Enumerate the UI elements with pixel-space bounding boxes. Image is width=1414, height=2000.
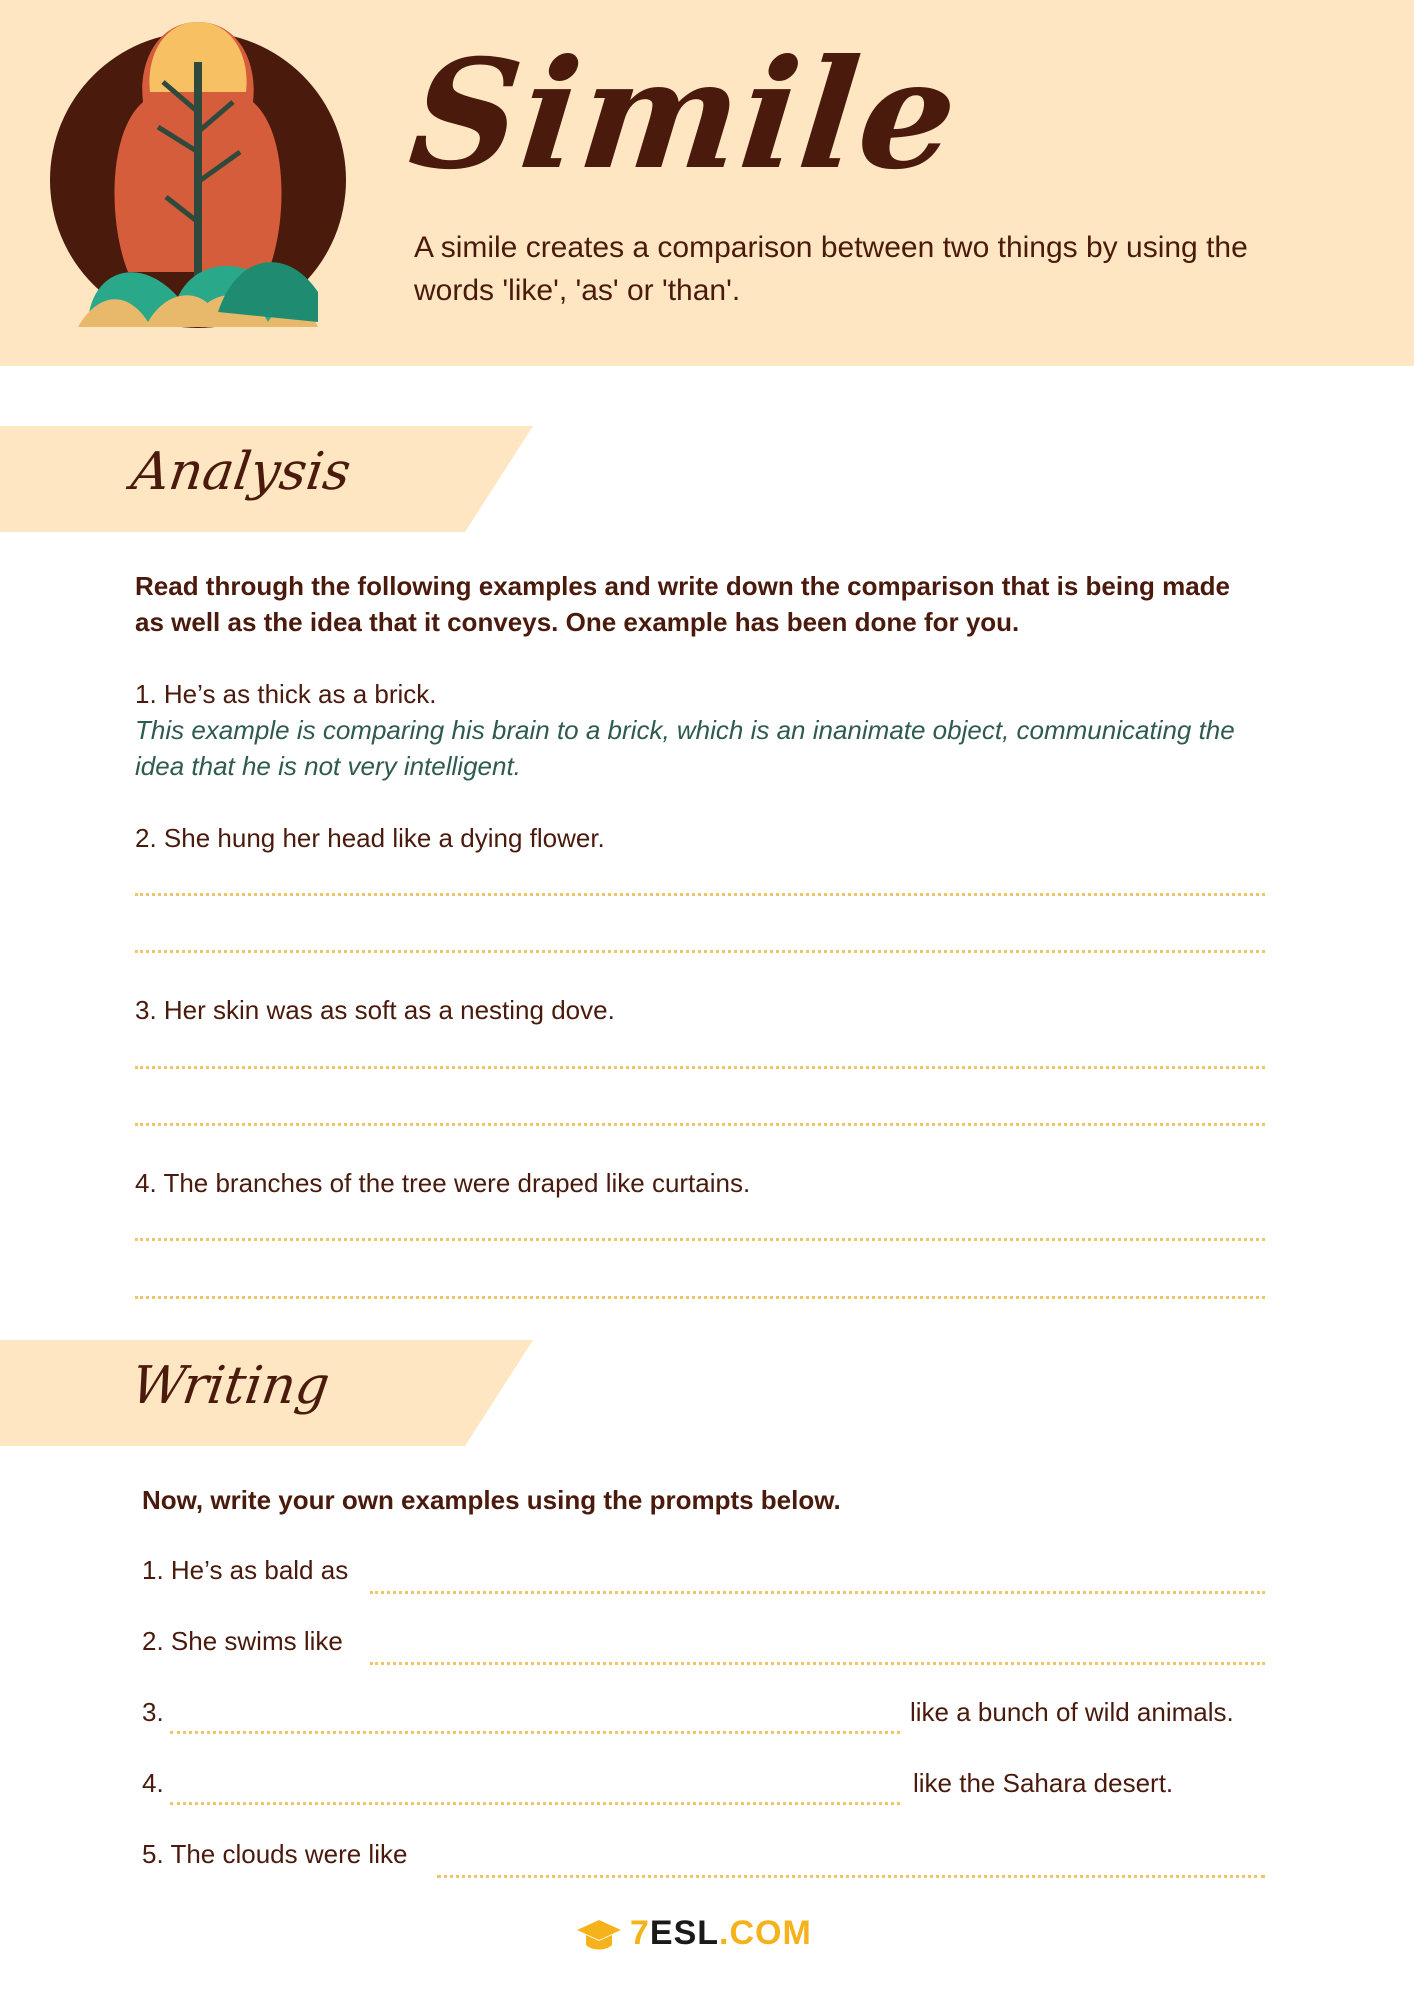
answer-line[interactable] (135, 1066, 1265, 1069)
analysis-item-2: 2. She hung her head like a dying flower. (135, 823, 605, 853)
analysis-item-1: 1. He’s as thick as a brick. (135, 679, 437, 709)
tree-illustration-icon (48, 22, 348, 342)
intro-text: A simile creates a comparison between two things by using the words 'like', 'as' or 'than'. (414, 231, 1248, 307)
analysis-heading: Analysis (127, 442, 355, 502)
analysis-item-3: 3. Her skin was as soft as a nesting dove. (135, 995, 615, 1025)
logo-text: 7ESL.COM (630, 1914, 812, 1952)
prompt-4-line[interactable] (170, 1802, 900, 1805)
answer-line[interactable] (135, 950, 1265, 953)
prompt-1-text: 1. He’s as bald as (142, 1555, 349, 1585)
prompt-3-number: 3. (142, 1697, 164, 1727)
answer-line[interactable] (135, 1296, 1265, 1299)
analysis-instructions: Read through the following examples and write down the comparison that is being made as well as the idea that it conveys. One example has been done for you. (135, 571, 1231, 637)
analysis-banner (0, 426, 533, 532)
prompt-2-text: 2. She swims like (142, 1626, 343, 1656)
prompt-3-text: like a bunch of wild animals. (910, 1697, 1234, 1727)
writing-instructions: Now, write your own examples using the prompts below. (142, 1485, 841, 1515)
analysis-item-4: 4. The branches of the tree were draped like curtains. (135, 1168, 751, 1198)
writing-banner (0, 1340, 533, 1446)
prompt-3-line[interactable] (170, 1731, 900, 1734)
answer-line[interactable] (135, 893, 1265, 896)
answer-line[interactable] (135, 1238, 1265, 1241)
writing-heading: Writing (127, 1356, 334, 1416)
prompt-5-text: 5. The clouds were like (142, 1839, 408, 1869)
page-title: Simile (402, 27, 967, 203)
prompt-4-number: 4. (142, 1768, 164, 1798)
prompt-1-line[interactable] (370, 1591, 1265, 1594)
header-banner (0, 0, 1414, 366)
analysis-example-answer: This example is comparing his brain to a brick, which is an inanimate object, communicating the idea that he is not very intelligent. (135, 715, 1235, 781)
graduation-cap-icon (576, 1918, 622, 1954)
prompt-2-line[interactable] (370, 1662, 1265, 1665)
prompt-4-text: like the Sahara desert. (913, 1768, 1174, 1798)
prompt-5-line[interactable] (437, 1875, 1265, 1878)
answer-line[interactable] (135, 1123, 1265, 1126)
